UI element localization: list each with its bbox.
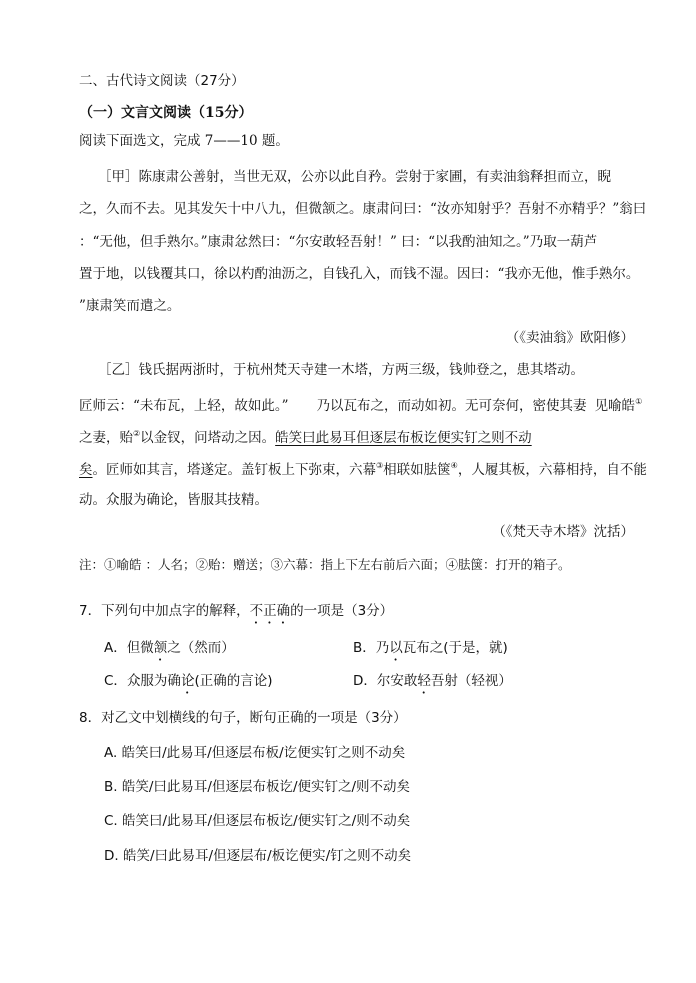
option-c xyxy=(104,673,272,697)
dotted-emphasis: 不正确 xyxy=(249,603,291,619)
dotted-char: 以 xyxy=(389,640,403,656)
passage-a-line: ”康肃笑而遣之。 xyxy=(79,298,181,314)
text-span: 相联如胠箧 xyxy=(383,462,451,478)
footnote-marker: ① xyxy=(635,397,643,406)
dotted-char: 颔 xyxy=(153,640,168,656)
question-stem xyxy=(79,603,393,627)
option-d: D. 皓笑/曰此易耳/但逐层布/板讫便实/钉之则不动矣 xyxy=(104,848,412,864)
text-span: ，人履其板，六幕相持，自不能 xyxy=(457,462,647,478)
footnote-marker: ③ xyxy=(376,461,384,470)
passage-b-line xyxy=(79,462,647,478)
option-a: A. 皓笑曰/此易耳/但逐层布板/讫便实钉之则不动矣 xyxy=(104,745,406,761)
passage-b-line xyxy=(79,398,642,414)
text-span: 但微 xyxy=(126,640,154,656)
underlined-sentence: 矣 xyxy=(79,462,93,478)
passage-a-line: 置于地，以钱覆其口，徐以杓酌油沥之，自钱孔入，而钱不湿。因曰：“我亦无他，惟手熟尔。 xyxy=(79,266,640,282)
option-a xyxy=(104,640,235,664)
text-span: 。匠师如其言，塔遂定。盖钉板上下弥束，六幕 xyxy=(92,462,376,478)
option-letter: D． xyxy=(353,673,377,689)
text-span: 匠师云：“未布瓦，上轻，故如此。” xyxy=(79,398,289,414)
text-span: 尔安敢 xyxy=(376,673,418,689)
section-title: 二、古代诗文阅读（27分） xyxy=(79,73,245,89)
option-letter: B． xyxy=(353,640,376,656)
text-span: 瓦布之(于是，就) xyxy=(402,640,508,656)
passage-b-line xyxy=(79,430,532,446)
passage-b-source: （《梵天寺木塔》沈括） xyxy=(492,524,634,540)
dotted-char: 轻 xyxy=(417,673,431,689)
footnote-marker: ② xyxy=(133,429,141,438)
text-span: 以金钗，问塔动之因。 xyxy=(140,430,276,446)
option-b xyxy=(353,640,508,664)
footnotes: 注：①喻皓 ：人名；②贻：赠送；③六幕：指上下左右前后六面；④胠箧：打开的箱子。 xyxy=(79,557,571,572)
option-letter: A． xyxy=(104,640,127,656)
text-span: 吾射（轻视） xyxy=(430,673,512,689)
subsection-title: （一）文言文阅读（15分） xyxy=(79,105,253,121)
passage-a-line: 之，久而不去。见其发矢十中八九，但微颔之。康肃问曰：“汝亦知射乎？吾射不亦精乎？”翁曰 xyxy=(79,201,647,217)
dotted-char: 论 xyxy=(180,673,195,689)
underlined-sentence: 皓笑曰此易耳但逐层布板讫便实钉之则不动 xyxy=(275,430,532,446)
text-span: 之妻，贻 xyxy=(79,430,133,446)
instruction: 阅读下面选文，完成 7——10 题。 xyxy=(79,133,289,149)
option-c: C. 皓笑曰/此易耳/但逐层布板讫/便实钉之/则不动矣 xyxy=(104,813,411,829)
text-span: 见喻皓 xyxy=(594,398,636,414)
text-span: 之（然而） xyxy=(167,640,235,656)
question-stem: 8．对乙文中划横线的句子，断句正确的一项是（3分） xyxy=(79,710,407,726)
option-b: B. 皓笑/曰此易耳/但逐层布板讫/便实钉之/则不动矣 xyxy=(104,779,411,795)
passage-a-line: ：“无他，但手熟尔。”康肃忿然曰：“尔安敢轻吾射！” 曰：“以我酌油知之。”乃取一葫芦 xyxy=(79,234,598,250)
option-d xyxy=(353,673,512,697)
text-span: 的一项是（3分） xyxy=(290,603,394,619)
passage-a-source: （《卖油翁》欧阳修） xyxy=(505,330,634,346)
text-span: 众服为确 xyxy=(126,673,181,689)
text-span: 7．下列句中加点字的解释， xyxy=(79,603,250,619)
passage-a-line: ［甲］陈康肃公善射，当世无双，公亦以此自矜。尝射于家圃，有卖油翁释担而立，睨 xyxy=(98,169,611,185)
footnote-marker: ④ xyxy=(450,461,458,470)
text-span: (正确的言论) xyxy=(194,673,273,689)
text-span: 乃 xyxy=(375,640,390,656)
passage-b-line: 动。众服为确论，皆服其技精。 xyxy=(79,492,268,508)
passage-b-line: ［乙］钱氏据两浙时，于杭州梵天寺建一木塔，方两三级，钱帅登之，患其塔动。 xyxy=(98,362,584,378)
option-letter: C． xyxy=(104,673,127,689)
text-span: 乃以瓦布之，而动如初。无可奈何，密使其妻 xyxy=(316,398,587,414)
